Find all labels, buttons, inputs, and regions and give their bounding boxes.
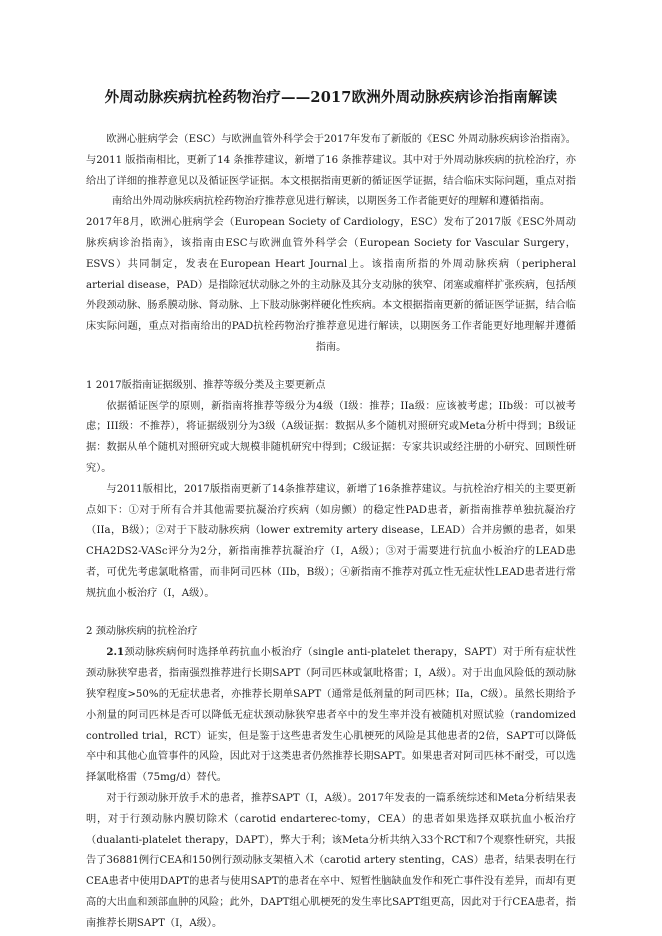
intro-paragraph: 2017年8月，欧洲心脏病学会（European Society of Cardiology，ESC）发布了2017版《ESC外周动脉疾病诊治指南》，该指南由ESC与欧洲血管外科学会（European Society for Vascular Surgery，ESVS）共同制定，发表在European Heart Journal上。该指南所指的外周动脉疾病（peripheral arterial disease，PAD）是指除冠状动脉之外的主动脉及其分支动脉的狭窄、闭塞或瘤样扩张疾病，包括颅外段颈动脉、肠系膜动脉、肾动脉、上下肢动脉粥样硬化性疾病。本文根据指南更新的循证医学证据，结合临床实际问题，重点对指南给出的PAD抗栓药物治疗推荐意见进行解读，以期医务工作者能更好地理解并遵循指南。 [86,217,576,353]
section-2-paragraph-1 [86,642,576,789]
section-1-paragraph-2: 与2011版相比，2017版指南更新了14条推荐建议，新增了16条推荐建议。与抗栓治疗相关的主要更新点如下：①对于所有合并其他需要抗凝治疗疾病（如房颤）的稳定性PAD患者，新指南推荐单独抗凝治疗（IIa，B级）；②对于下肢动脉疾病（lower extremity artery disease，LEAD）合并房颤的患者，如果CHA2DS2-VASc评分为2分，新指南推荐抗凝治疗（I，A级）；③对于需要进行抗血小板治疗的LEAD患者，可优先考虑氯吡格雷，而非阿司匹林（IIb，B级）；④新指南不推荐对孤立性无症状性LEAD患者进行常规抗血小板治疗（I，A级）。 [86,483,576,599]
section-2-heading: 2 颈动脉疾病的抗栓治疗 [86,625,198,637]
document-title: 外周动脉疾病抗栓药物治疗——2017欧洲外周动脉疾病诊治指南解读 [104,89,558,106]
section-1-heading: 1 2017版指南证据级别、推荐等级分类及主要更新点 [86,379,326,391]
subsection-number: 2.1 [106,646,125,659]
section-2-paragraph-1-text: 颈动脉疾病何时选择单药抗血小板治疗（single anti-platelet therapy，SAPT）对于所有症状性颈动脉狭窄患者，指南强烈推荐进行长期SAPT（阿司匹林或氯吡格雷；I，A级）。对于出血风险低的颈动脉狭窄程度>50%的无症状患者，亦推荐长期单SAPT（通常是低剂量的阿司匹林；IIa，C级）。虽然长期给予小剂量的阿司匹林是否可以降低无症状颈动脉狭窄患者卒中的发生率并没有被随机对照试验（randomized controlled trial，RCT）证实，但是鉴于这些患者发生心肌梗死的风险是其他患者的2倍，SAPT可以降低卒中和其他心血管事件的风险，因此对于这类患者仍然推荐长期SAPT。如果患者对阿司匹林不耐受，可以选择氯吡格雷（75mg/d）替代。 [86,647,576,784]
section-2-paragraph-2: 对于行颈动脉开放手术的患者，推荐SAPT（I，A级）。2017年发表的一篇系统综述和Meta分析结果表明，对于行颈动脉内膜切除术（carotid endarterec-tomy，CEA）的患者如果选择双联抗血小板治疗（dualanti-platelet therapy，DAPT），弊大于利；该Meta分析共纳入33个RCT和7个观察性研究，共报告了36881例行CEA和150例行颈动脉支架植入术（carotid artery stenting，CAS）患者，结果表明在行CEA患者中使用DAPT的患者与使用SAPT的患者在卒中、短暂性脑缺血发作和死亡事件没有差异，而却有更高的大出血和颈部血肿的风险；此外，DAPT组心肌梗死的发生率比SAPT组更高，因此对于行CEA患者，指南推荐长期SAPT（I，A级）。 [86,792,576,929]
abstract-paragraph: 欧洲心脏病学会（ESC）与欧洲血管外科学会于2017年发布了新版的《ESC 外周动脉疾病诊治指南》。与2011 版指南相比，更新了14 条推荐建议，新增了16 条推荐建议。其中对于外周动脉疾病的抗栓治疗，亦给出了详细的推荐意见以及循证医学证据。本文根据指南更新的循证医学证据，结合临床实际问题，重点对指南给出外周动脉疾病抗栓药物治疗推荐意见进行解读，以期医务工作者能更好的理解和遵循指南。 [86,134,576,208]
section-1-paragraph-1: 依据循证医学的原则，新指南将推荐等级分为4级（I级：推荐；IIa级：应该被考虑；IIb级：可以被考虑；III级：不推荐），将证据级别分为3级（A级证据：数据从多个随机对照研究或Meta分析中得到；B级证据：数据从单个随机对照研究或大规模非随机研究中得到；C级证据：专家共识或经注册的小研究、回顾性研究）。 [86,400,576,474]
